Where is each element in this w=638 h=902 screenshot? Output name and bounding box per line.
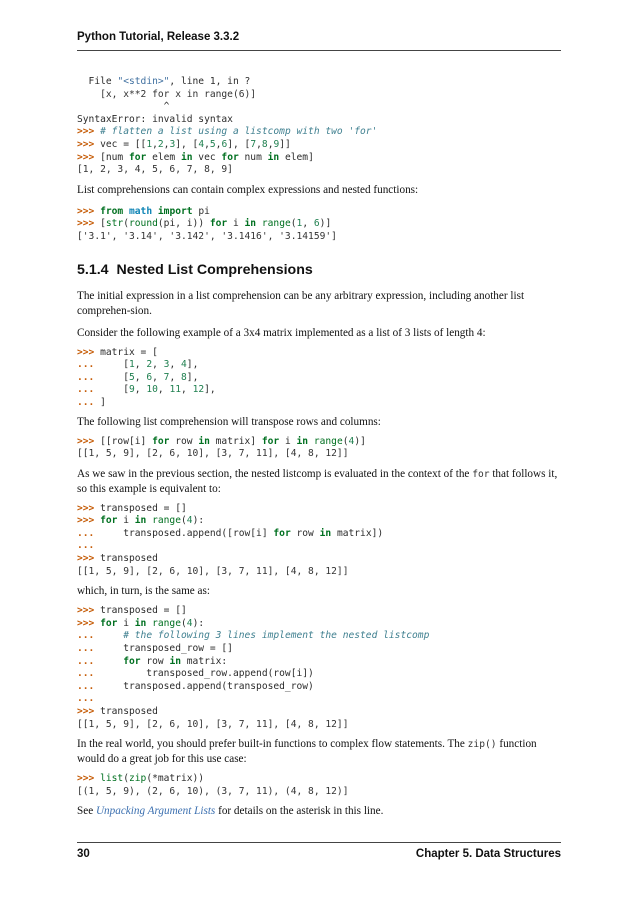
code-line: ... transposed_row = [] — [77, 643, 233, 655]
page-number: 30 — [77, 848, 90, 860]
para8-text-before: See — [77, 805, 96, 818]
code-line: [x, x**2 for x in range(6)] — [77, 88, 257, 100]
code-line: >>> vec = [[1,2,3], [4,5,6], [7,8,9]] — [77, 138, 291, 150]
code-line: ... transposed.append(transposed_row) — [77, 680, 314, 692]
paragraph-real-world — [77, 737, 561, 767]
footer-rule — [77, 842, 561, 843]
inline-code-zip: zip() — [467, 739, 497, 751]
code-line: File "<stdin>", line 1, in ? — [77, 76, 251, 87]
code-block-transpose-listcomp — [77, 436, 561, 461]
section-title: Nested List Comprehensions — [116, 261, 313, 278]
code-line: >>> list(zip(*matrix)) — [77, 773, 205, 785]
code-line: SyntaxError: invalid syntax — [77, 113, 233, 125]
section-heading — [77, 262, 561, 278]
para5-text-before: As we saw in the previous section, the nested listcomp is evaluated in the context of the — [77, 467, 473, 480]
code-line: ... — [77, 693, 95, 705]
paragraph-same-as: which, in turn, is the same as: — [77, 585, 210, 598]
code-line: ['3.1', '3.14', '3.142', '3.1416', '3.14159'] — [77, 230, 337, 242]
code-block-transpose-loop — [77, 503, 561, 579]
code-line: >>> for i in range(4): — [77, 617, 205, 629]
code-line: ... transposed_row.append(row[i]) — [77, 668, 314, 680]
code-line: ^ — [77, 101, 170, 113]
code-line: >>> transposed = [] — [77, 605, 187, 617]
code-line: ... [5, 6, 7, 8], — [77, 371, 199, 383]
code-block-syntax-error — [77, 76, 561, 177]
header-title: Python Tutorial, Release 3.3.2 — [77, 31, 240, 43]
para5-text-after: that follows it, so this example is equivalent to: — [77, 467, 558, 495]
code-line: ... — [77, 540, 95, 552]
para7-text-after: function would do a great job for this use case: — [77, 738, 537, 766]
paragraph-transpose: The following list comprehension will transpose rows and columns: — [77, 415, 381, 428]
running-footer — [77, 848, 561, 860]
code-block-zip — [77, 773, 561, 798]
code-line: [(1, 5, 9), (2, 6, 10), (3, 7, 11), (4, 8, 12)] — [77, 785, 349, 797]
code-block-matrix — [77, 347, 561, 410]
chapter-title: Chapter 5. Data Structures — [415, 848, 561, 860]
code-line: ... for row in matrix: — [77, 655, 228, 667]
code-line: ... # the following 3 lines implement the nested listcomp — [77, 630, 430, 642]
code-line: >>> transposed = [] — [77, 502, 187, 514]
code-block-transpose-nested-loop — [77, 605, 561, 731]
code-line: >>> [num for elem in vec for num in elem] — [77, 151, 314, 163]
code-line: ... [9, 10, 11, 12], — [77, 384, 216, 396]
page-content — [77, 76, 561, 819]
code-line: >>> from math import pi — [77, 205, 210, 217]
paragraph-nested-listcomp — [77, 467, 561, 497]
code-line: [[1, 5, 9], [2, 6, 10], [3, 7, 11], [4, 8, 12]] — [77, 565, 349, 577]
paragraph-see-also — [77, 804, 561, 819]
code-line: [1, 2, 3, 4, 5, 6, 7, 8, 9] — [77, 164, 233, 176]
para7-text-before: In the real world, you should prefer built-in functions to complex flow statements. The — [77, 738, 468, 751]
section-number: 5.1.4 — [77, 261, 109, 278]
unpacking-argument-lists-link[interactable]: Unpacking Argument Lists — [95, 805, 216, 818]
code-line: >>> # flatten a list using a listcomp with two 'for' — [77, 126, 378, 138]
para8-text-after: for details on the asterisk in this line. — [215, 805, 384, 818]
code-line: >>> transposed — [77, 706, 158, 717]
code-block-round-pi — [77, 206, 561, 244]
code-line: >>> [[row[i] for row in matrix] for i in range(4)] — [77, 435, 366, 447]
paragraph-complex-expressions: List comprehensions can contain complex expressions and nested functions: — [77, 183, 419, 196]
code-line: >>> [str(round(pi, i)) for i in range(1, 6)] — [77, 218, 332, 230]
code-line: >>> transposed — [77, 553, 158, 565]
code-line: >>> for i in range(4): — [77, 515, 205, 527]
code-line: ... [1, 2, 3, 4], — [77, 359, 199, 371]
code-line: ... ] — [77, 396, 106, 408]
code-line: [[1, 5, 9], [2, 6, 10], [3, 7, 11], [4, 8, 12]] — [77, 718, 349, 730]
paragraph-matrix-example: Consider the following example of a 3x4 matrix implemented as a list of 3 lists of length 4: — [77, 326, 486, 339]
inline-code-for: for — [472, 468, 490, 480]
header-rule — [77, 50, 561, 51]
paragraph-initial-expression: The initial expression in a list comprehension can be any arbitrary expression, including another list comprehen-sion. — [77, 289, 525, 317]
code-line: ... transposed.append([row[i] for row in matrix]) — [77, 527, 384, 539]
running-header — [77, 31, 561, 43]
code-line: [[1, 5, 9], [2, 6, 10], [3, 7, 11], [4, 8, 12]] — [77, 448, 349, 460]
code-line: >>> matrix = [ — [77, 346, 158, 358]
